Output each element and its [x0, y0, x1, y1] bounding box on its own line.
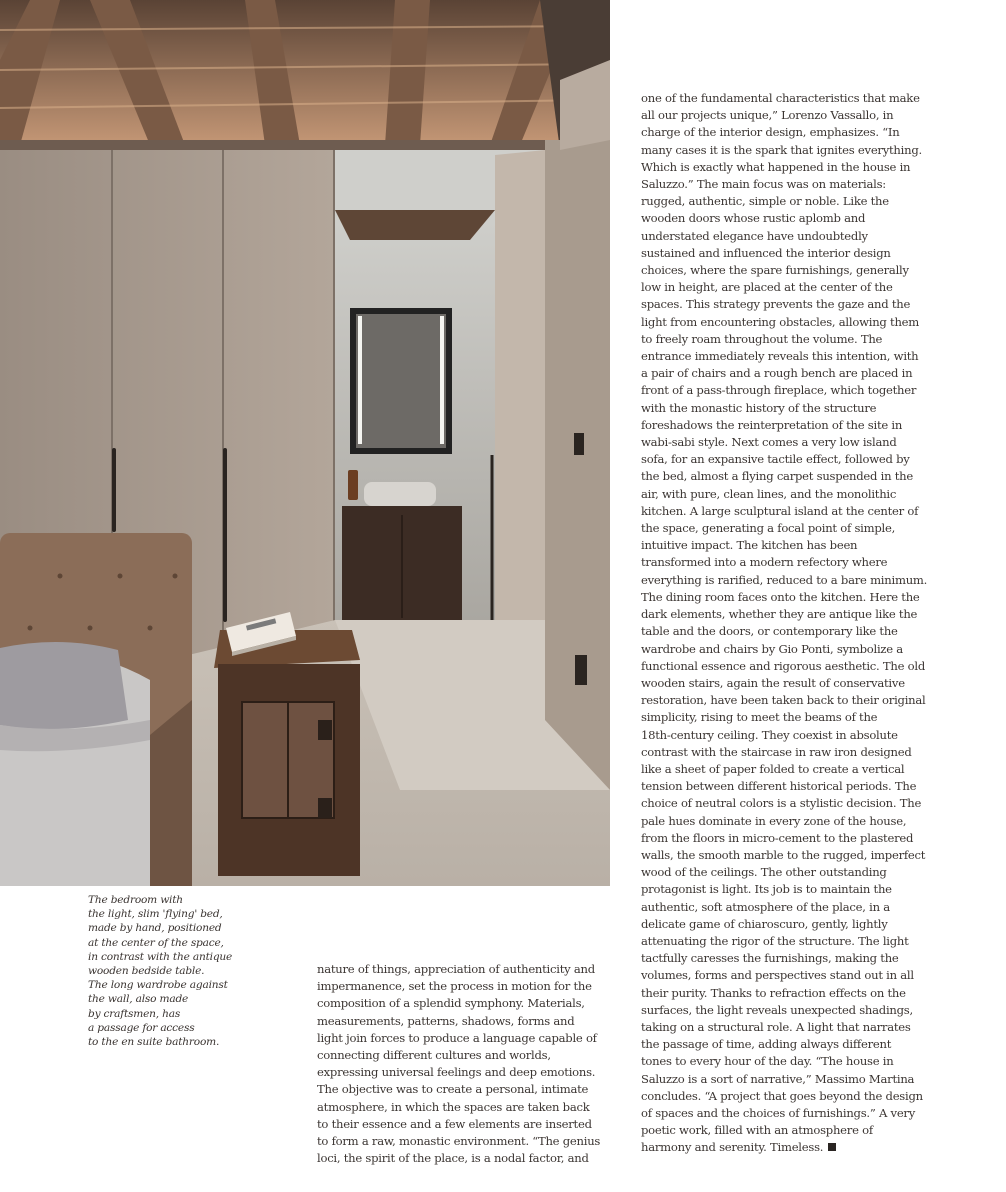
bedroom-photo [0, 0, 610, 886]
end-of-article-mark [828, 1143, 836, 1151]
article-column-right: one of the fundamental characteristics that make all our projects unique,” Lorenzo Vassallo, in charge of the interior design, emphasizes. “In many cases it is the spark that ignites everything. Which is exactly what happened in the house in Saluzzo.” The main focus was on materials: rugged, authentic, simple or noble. Like the wooden doors whose rustic aplomb and understated elegance have undoubtedly sustained and influenced the interior design choices, where the spare furnishings, generally low in height, are placed at the center of the spaces. This strategy prevents the gaze and the light from encountering obstacles, allowing them to freely roam throughout the volume. The entrance immediately reveals this intention, with a pair of chairs and a rough bench are placed in front of a pass-through fireplace, which together with the monastic history of the structure foreshadows the reinterpretation of the site in wabi-sabi style. Next comes a very low island sofa, for an expansive tactile effect, followed by the bed, almost a flying carpet suspended in the air, with pure, clean lines, and the monolithic kitchen. A large sculptural island at the center of the space, generating a focal point of simple, intuitive impact. The kitchen has been transformed into a modern refectory where everything is rarified, reduced to a bare minimum. The dining room faces onto the kitchen. Here the dark elements, whether they are antique like the table and the doors, or contemporary like the wardrobe and chairs by Gio Ponti, symbolize a functional essence and rigorous aesthetic. The old wooden stairs, again the result of conservative restoration, have been taken back to their original simplicity, rising to meet the beams of the 18th-century ceiling. They coexist in absolute contrast with the staircase in raw iron designed like a sheet of paper folded to create a vertical tension between different historical periods. The choice of neutral colors is a stylistic decision. The pale hues dominate in every zone of the house, from the floors in micro-cement to the plastered walls, the smooth marble to the rugged, imperfect wood of the ceilings. The other outstanding protagonist is light. Its job is to maintain the authentic, soft atmosphere of the place, in a delicate game of chiaroscuro, gently, lightly attenuating the rigor of the structure. The light tactfully caresses the furnishings, making the volumes, forms and perspectives stand out in all their purity. Thanks to refraction effects on the surfaces, the light reveals unexpected shadings, taking on a structural role. A light that narrates the passage of time, adding always different tones to every hour of the day. “The house in Saluzzo is a sort of narrative,” Massimo Martina concludes. “A project that goes beyond the design of spaces and the choices of furnishings.” A very poetic work, filled with an atmosphere of harmony and serenity. Timeless. [641, 91, 928, 1155]
article-column-middle: nature of things, appreciation of authenticity and impermanence, set the process in motion for the composition of a splendid symphony. Materials, measurements, patterns, shadows, forms and light join forces to produce a language capable of connecting different cultures and worlds, expressing universal feelings and deep emotions. The objective was to create a personal, intimate atmosphere, in which the spaces are taken back to their essence and a few elements are inserted to form a raw, monastic environment. “The genius loci, the spirit of the place, is a nodal factor, and [317, 962, 601, 1166]
bedroom-illustration [0, 0, 610, 886]
article-column-right-wrapper [641, 90, 941, 1157]
photo-caption: The bedroom with the light, slim 'flying' bed, made by hand, positioned at the center of the space, in contrast with the antique wooden bedside table. The long wardrobe against the wall, also made by craftsmen, has a passage for access to the en suite bathroom. [88, 894, 233, 1049]
